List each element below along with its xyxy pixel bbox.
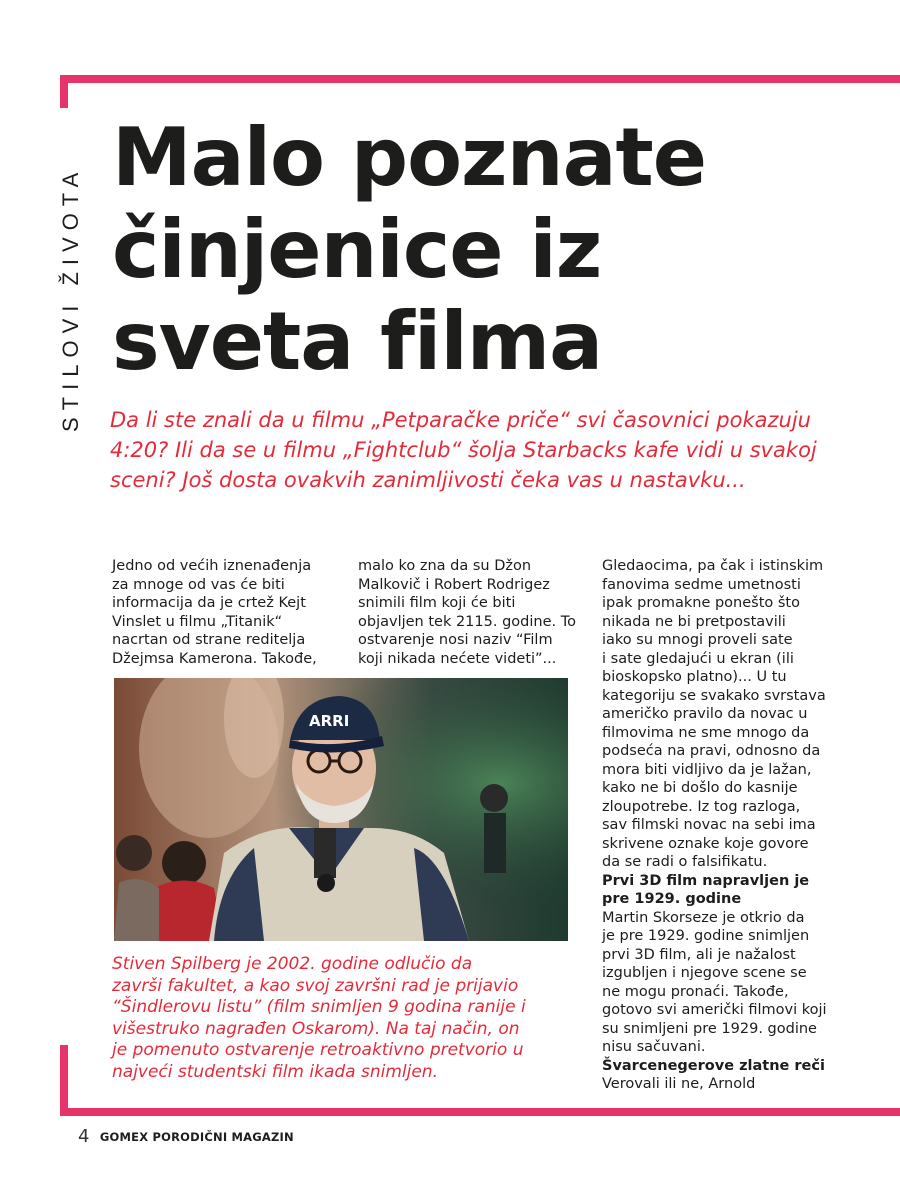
body-line: iako su mnogi proveli sate [602,632,793,648]
article-column-2 [358,557,578,668]
body-line: informacija da je crtež Kejt [112,595,306,611]
article-photo [114,678,568,941]
body-line: je pre 1929. godine snimljen [602,928,810,944]
body-line: da se radi o falsifikatu. [602,854,768,870]
body-line: koji nikada nećete videti”... [358,650,557,667]
body-line: ipak promakne ponešto što [602,595,800,611]
body-line: za mnoge od vas će biti [112,576,285,593]
caption-line: Stiven Spilberg je 2002. godine odlučio da [112,954,473,974]
body-line: prvi 3D film, ali je nažalost [602,946,796,963]
cap-logo: ARRI [309,712,350,730]
body-line: ostvarenje nosi naziv “Film [358,632,553,648]
caption-line: višestruko nagrađen Oskarom). Na taj način, on [112,1018,520,1039]
subheading: Švarcenegerove zlatne reči [602,1057,825,1074]
caption-line: “Šindlerovu listu” (film snimljen 9 godina ranije i [112,997,526,1017]
caption-line: najveći studentski film ikada snimljen. [112,1061,438,1082]
lede-line: Da li ste znali da u filmu „Petparačke priče“ svi časovnici pokazuju [110,408,811,432]
article-column-3 [602,557,847,1094]
body-line: zloupotrebe. Iz tog razloga, [602,798,801,815]
body-line: sav filmski novac na sebi ima [602,817,816,833]
body-line: nacrtan od strane reditelja [112,632,306,648]
body-line: snimili film koji će biti [358,595,516,611]
body-line: kategoriju se svakako svrstava [602,687,826,704]
body-line: Jedno od većih iznenađenja [112,558,312,574]
body-line: ne mogu pronaći. Takođe, [602,983,789,1000]
body-line: mora biti vidljivo da je lažan, [602,761,812,778]
body-line: nikada ne bi pretpostavili [602,613,786,630]
lede-line: sceni? Još dosta ovakvih zanimljivosti čeka vas u nastavku... [110,468,746,492]
body-line: nisu sačuvani. [602,1039,706,1055]
headline [112,112,852,388]
frame-bottom-bar [60,1108,900,1116]
frame-left-top-bar [60,75,68,108]
headline-line: Malo poznate [112,111,707,204]
page-footer [78,1126,294,1150]
headline-line: sveta filma [112,295,603,388]
frame-top-bar [60,75,900,83]
body-line: Malkovič i Robert Rodrigez [358,576,550,593]
body-line: kako ne bi došlo do kasnije [602,780,798,796]
body-line: podseća na pravi, odnosno da [602,743,821,759]
body-line: fanovima sedme umetnosti [602,576,801,593]
body-line: Gledaocima, pa čak i istinskim [602,558,824,574]
body-line: objavljen tek 2115. godine. To [358,613,576,630]
body-line: gotovo svi američki filmovi koji [602,1002,827,1018]
body-line: Verovali ili ne, Arnold [602,1076,756,1092]
body-line: filmovima ne sme mnogo da [602,724,810,741]
photo-caption [112,954,582,1083]
body-line: malo ko zna da su Džon [358,558,532,574]
caption-line: je pomenuto ostvarenje retroaktivno pretvorio u [112,1040,524,1060]
body-line: Martin Skorseze je otkrio da [602,909,805,926]
body-line: Džejmsa Kamerona. Takođe, [112,650,317,667]
body-line: su snimljeni pre 1929. godine [602,1020,817,1037]
photo-illustration [114,678,568,941]
frame-left-bottom-bar [60,1045,68,1116]
subheading: Prvi 3D film napravljen je [602,872,810,889]
headline-line: činjenice iz [112,203,602,296]
body-line: i sate gledajući u ekran (ili [602,650,794,667]
page-number: 4 [78,1126,90,1147]
section-label: STILOVI ŽIVOTA [58,165,83,432]
body-line: skrivene oznake koje govore [602,835,809,852]
subheading: pre 1929. godine [602,891,742,907]
caption-line: završi fakultet, a kao svoj završni rad je prijavio [112,975,519,996]
lede-paragraph [110,405,817,495]
magazine-name: GOMEX PORODIČNI MAGAZIN [99,1129,294,1144]
article-column-1 [112,557,352,668]
body-line: bioskopsko platno)... U tu [602,669,787,685]
body-line: američko pravilo da novac u [602,706,808,722]
body-line: izgubljen i njegove scene se [602,965,807,981]
lede-line: 4:20? Ili da se u filmu „Fightclub“ šolja Starbacks kafe vidi u svakoj [110,438,817,462]
body-line: Vinslet u filmu „Titanik“ [112,613,283,630]
